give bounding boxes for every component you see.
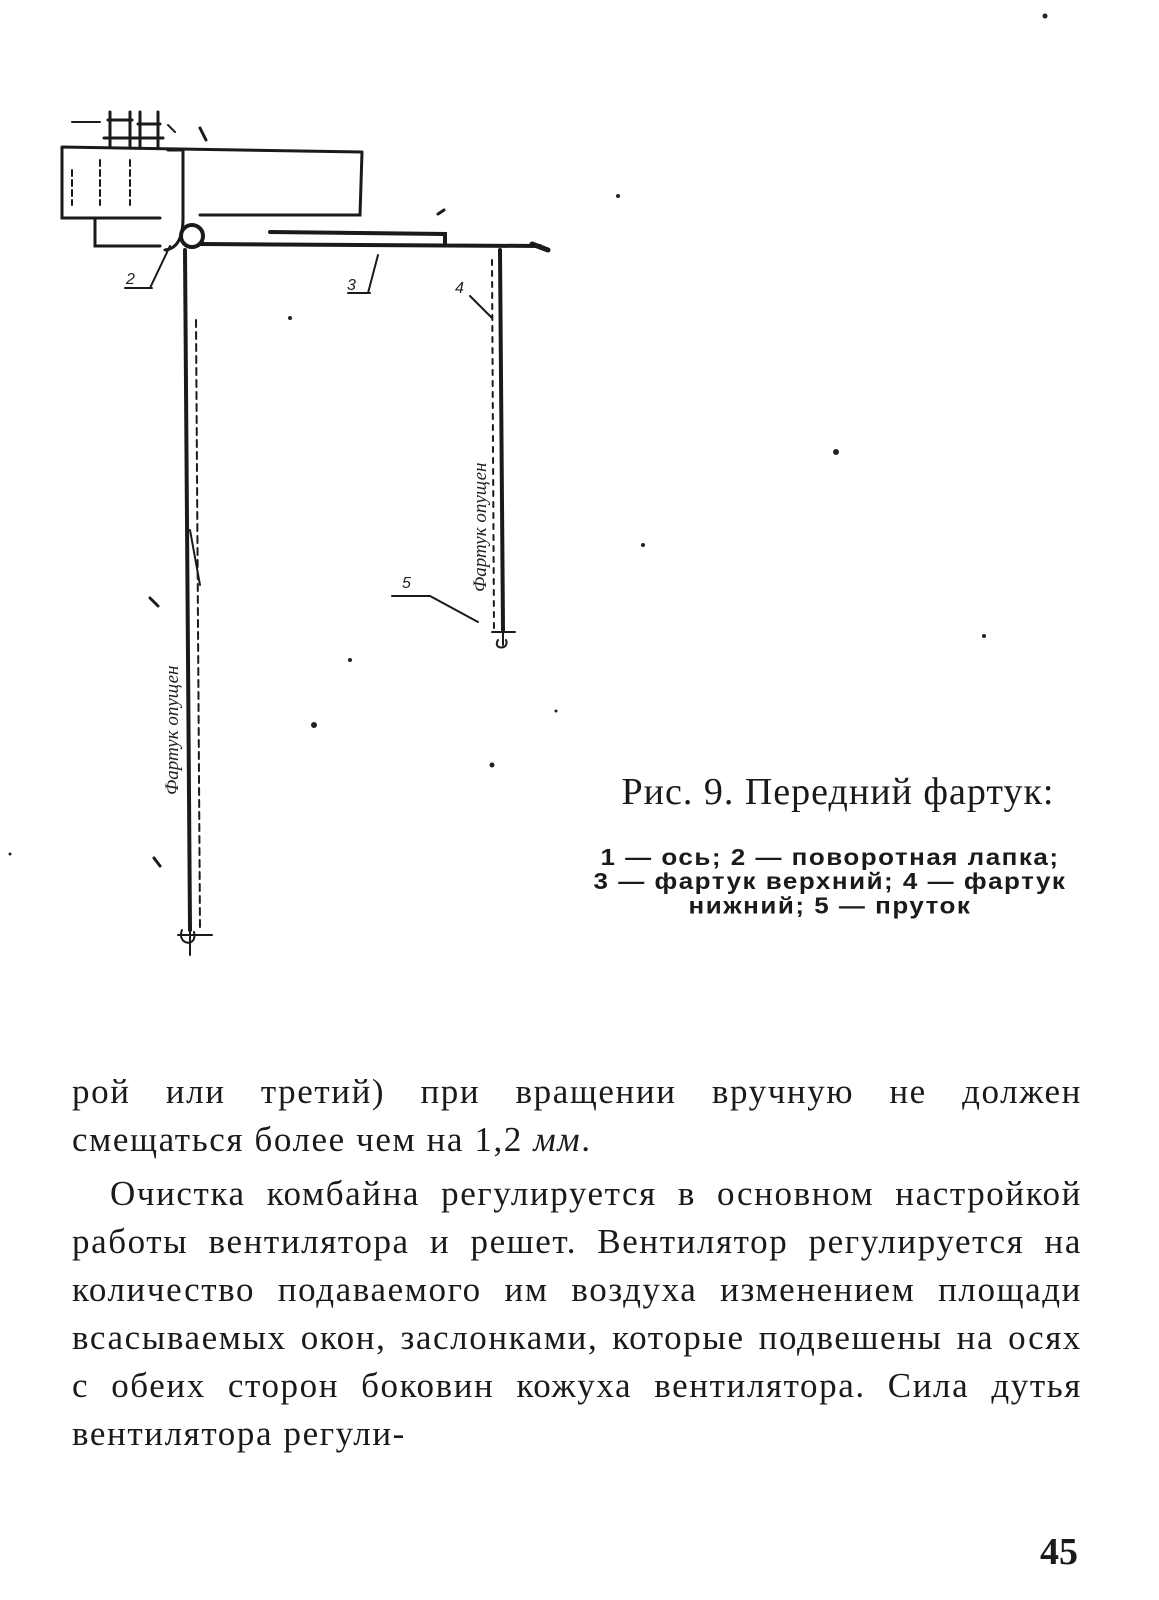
paragraph-continued (72, 1068, 1082, 1164)
figure-caption-title: Рис. 9. Передний фартук: (621, 771, 1055, 813)
body-text (72, 1068, 1082, 1464)
paragraph-punct: . (581, 1120, 592, 1159)
paragraph-cleaning: Очистка комбайна регулируется в основном настройкой работы вентилятора и решет. Вентилятор регулируется на количество подаваемого им воздуха изменением площади всасываемых окон, заслонками, которые подвешены на осях с обеих сторон боковин кожуха вентилятора. Сила дутья вентилятора регули- (72, 1174, 1082, 1453)
legend-line: 3 — фартук верхний; 4 — фартук (593, 867, 1067, 895)
rod-5-end (492, 620, 515, 648)
figure-legend (570, 845, 1090, 918)
apron-down-label-right: Фартук опущен (470, 462, 491, 592)
mount-lower-block (95, 218, 160, 246)
legend-line: 1 — ось; 2 — поворотная лапка; (600, 843, 1060, 871)
bolt-right (135, 112, 163, 147)
leader-2 (150, 246, 170, 288)
leader-5 (392, 596, 478, 622)
legend-line: нижний; 5 — пруток (688, 891, 972, 919)
lower-apron-left (185, 250, 190, 930)
callout-4: 4 (455, 280, 464, 297)
upper-apron-3 (200, 232, 540, 246)
unit-mm: мм (533, 1120, 582, 1159)
leader-4 (470, 296, 492, 318)
page-number: 45 (1040, 1531, 1078, 1573)
bolt-left (104, 112, 136, 147)
paragraph-text: рой или третий) при вращении вручную не должен смещаться более чем на 1,2 (72, 1072, 1082, 1159)
apron-down-label-left: Фартук опущен (162, 665, 183, 795)
callout-2: 2 (126, 271, 135, 288)
swivel-tab-2 (165, 150, 183, 250)
callout-5: 5 (402, 575, 411, 592)
lower-apron-4 (500, 250, 503, 630)
callout-3: 3 (347, 277, 356, 294)
leader-3 (368, 255, 378, 293)
mount-beam (62, 147, 362, 218)
